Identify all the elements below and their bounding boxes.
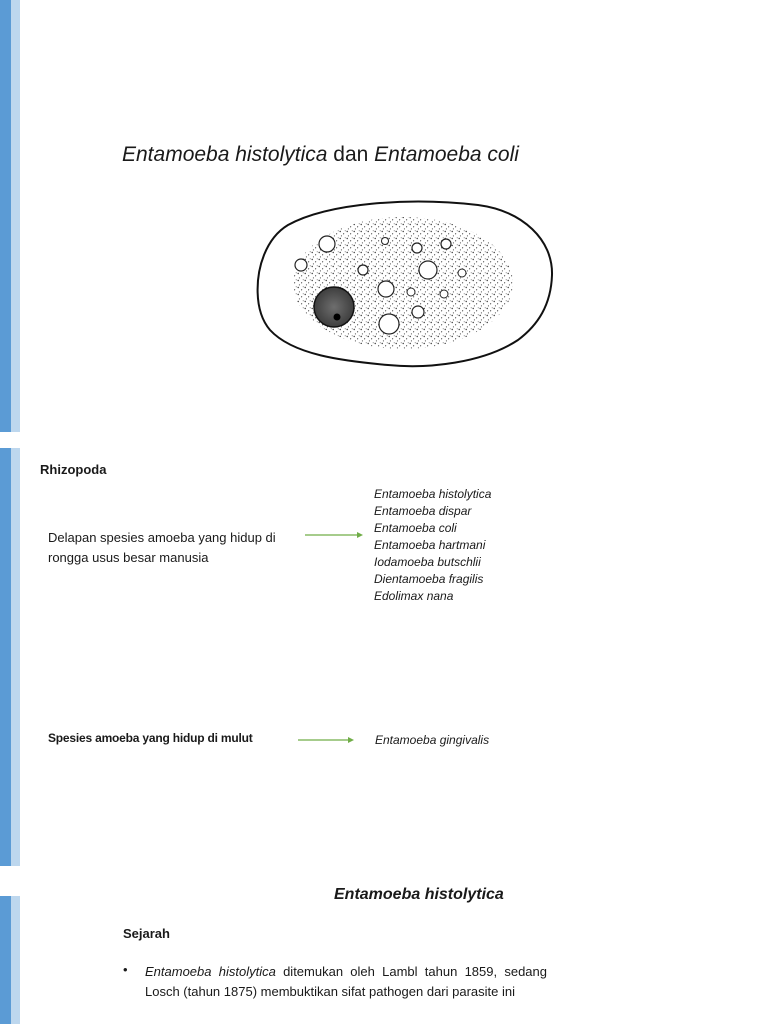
list-item: Entamoeba coli [374, 521, 457, 535]
mouth-species-name: Entamoeba gingivalis [375, 733, 490, 747]
section-title: Entamoeba histolytica [334, 886, 504, 903]
history-paragraph [145, 962, 547, 1001]
title-species-1: Entamoeba histolytica [122, 143, 328, 166]
rhizopoda-heading: Rhizopoda [40, 462, 107, 477]
page-accent-band [0, 0, 20, 432]
paragraph-text: ditemukan oleh Lambl tahun 1859, sedang Losch (tahun 1875) membuktikan sifat pathogen dari parasite ini [145, 964, 547, 999]
arrow-icon [298, 735, 354, 745]
page-accent-band [0, 448, 20, 866]
title-species-2: Entamoeba coli [374, 143, 519, 166]
paragraph-species: Entamoeba histolytica [145, 964, 276, 979]
mouth-species-description: Spesies amoeba yang hidup di mulut [48, 731, 253, 745]
bullet-icon: • [123, 962, 128, 977]
arrow-icon [305, 530, 363, 540]
page-separator [0, 432, 20, 448]
species-list [374, 486, 491, 605]
list-item: Entamoeba hartmani [374, 538, 486, 552]
history-subheading: Sejarah [123, 926, 170, 941]
page-accent-band [0, 896, 20, 1024]
list-item: Dientamoeba fragilis [374, 572, 484, 586]
page-separator [0, 866, 20, 896]
list-item: Entamoeba histolytica [374, 487, 492, 501]
list-item: Edolimax nana [374, 589, 454, 603]
large-intestine-description: Delapan spesies amoeba yang hidup di rongga usus besar manusia [48, 530, 276, 565]
list-item: Iodamoeba butschlii [374, 555, 481, 569]
amoeba-cell-illustration [248, 195, 558, 380]
slide-title [122, 143, 519, 167]
title-joiner: dan [327, 143, 375, 166]
list-item: Entamoeba dispar [374, 504, 472, 518]
